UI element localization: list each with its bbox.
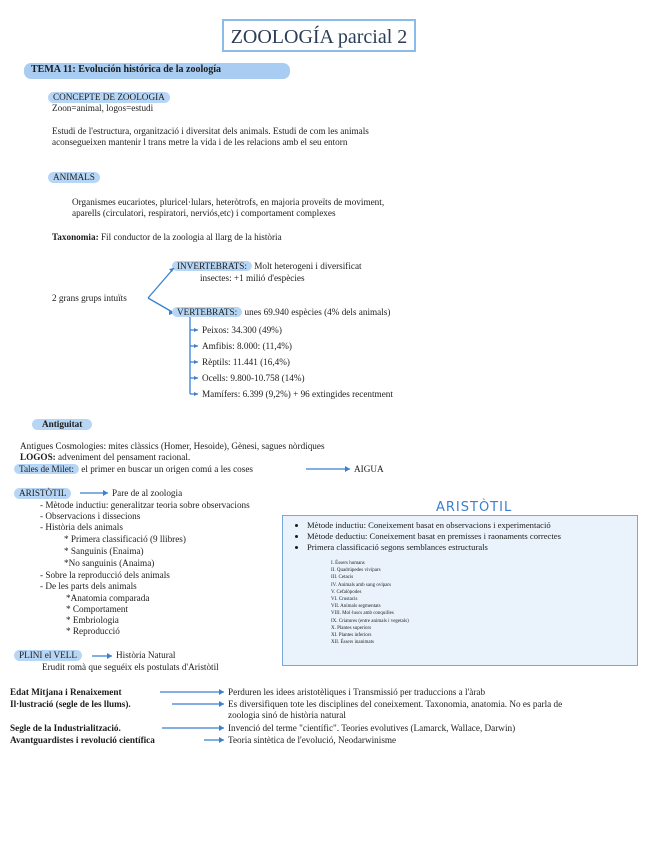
aristotil-item: * Reproducció — [66, 626, 120, 636]
aristotil-label: ARISTÒTIL — [14, 488, 71, 499]
classes-list — [331, 560, 409, 646]
invertebrats-sub: insectes: +1 milió d'espècies — [200, 273, 305, 283]
class-item: X. Plantes superiors — [331, 625, 372, 631]
concepte-line1: Zoon=animal, logos=estudi — [52, 103, 154, 113]
invertebrats-text: Molt heterogeni i diversificat — [251, 261, 362, 271]
vert-item: Peixos: 34.300 (49%) — [202, 325, 282, 335]
aristotil-item: - De les parts dels animals — [40, 581, 137, 591]
class-item: V. Cefalòpodes — [331, 589, 362, 595]
period-label: Avantguardistes i revolució científica — [10, 735, 155, 745]
logos-line — [20, 452, 190, 463]
period-text: Invenció del terme "científic". Teories evolutives (Lamarck, Wallace, Darwin) — [228, 723, 516, 733]
aristotil-item: * Comportament — [66, 604, 129, 614]
arrow-invertebrats — [148, 268, 174, 298]
box-item: • Mètode inductiu: Coneixement basat en observacions i experimentació — [307, 520, 637, 531]
animals-line2: aparells (circulatori, respiratori, nerviós,etc) i comportament complexes — [72, 208, 336, 218]
class-item: VI. Crustacis — [331, 597, 358, 603]
page-title: ZOOLOGÍA parcial 2 — [222, 19, 416, 52]
invertebrats-label: INVERTEBRATS: — [172, 261, 252, 271]
aristotil-item: * Embriologia — [66, 615, 119, 625]
box-item: • Primera classificació segons semblances estructurals — [307, 542, 637, 553]
aristotil-item: - Observacions i dissecions — [40, 511, 141, 521]
period-text: Teoria sintètica de l'evolució, Neodarwinisme — [228, 735, 397, 745]
vertebrats-label: VERTEBRATS: — [172, 307, 242, 317]
logos-text: adveniment del pensament racional. — [55, 452, 191, 462]
vertebrats-text: unes 69.940 espècies (4% dels animals) — [242, 307, 391, 317]
box-item: • Mètode deductiu: Coneixement basat en premisses i raonaments correctes — [307, 531, 637, 542]
class-item: XII. Éssers inanimats — [331, 640, 374, 646]
taxonomia-text: Fil conductor de la zoologia al llarg de la història — [98, 232, 282, 242]
plini-sub: Erudit romà que seguéix els postulats d'Aristòtil — [42, 662, 219, 672]
class-item: XI. Plantes inferiors — [331, 633, 372, 639]
tales-line — [14, 464, 253, 475]
aristotil-handwritten: ARISTÒTIL — [436, 500, 513, 515]
concepte-line2: Estudi de l'estructura, organització i diversitat dels animals. Estudi de com les animals — [52, 126, 369, 136]
concepte-heading: CONCEPTE DE ZOOLOGIA — [48, 92, 170, 103]
period-label: Il·lustració (segle de les llums). — [10, 699, 131, 709]
class-item: IV. Animals amb sang ovípars — [331, 582, 392, 588]
concepte-line3: aconsegueixen mantenir l trans metre la vida i de les relacions amb el seu entorn — [52, 137, 348, 147]
class-item: I. Éssers humans — [331, 561, 365, 566]
class-item: VIII. Mol·luscs amb conquilles — [331, 611, 394, 617]
plini-label: PLINI el VELL — [14, 650, 82, 661]
grups-label: 2 grans grups intuïts — [52, 293, 127, 303]
period-text: Perduren les idees aristotèliques i Transmissió per traduccions a l'àrab — [228, 687, 486, 697]
taxonomia-label: Taxonomia: — [52, 232, 99, 242]
class-item: VII. Animals segmentats — [331, 604, 381, 610]
aristotil-item: - Mètode inductiu: generalitzar teoria sobre observacions — [40, 500, 250, 510]
tales-label: Tales de Milet: — [14, 464, 79, 474]
vertebrats-line — [172, 307, 390, 318]
antiguitat-heading: Antiguitat — [32, 419, 92, 430]
antiguitat-line1: Antigues Cosmologies: mites clàssics (Homer, Hesoide), Gènesi, sagues nòrdiques — [20, 441, 325, 451]
animals-line1: Organismes eucariotes, pluricel·lulars, heteròtrofs, en majoria proveïts de moviment, — [72, 197, 385, 207]
aristotil-item: * Primera classificació (9 llibres) — [64, 534, 186, 544]
aristotil-box — [282, 515, 638, 666]
period-text: Es diversifiquen tote les disciplines del coneixement. Taxonomia, anatomia. No es parla de — [228, 699, 563, 709]
period-label: Edat Mitjana i Renaixement — [10, 687, 122, 697]
arrow-vertebrats — [148, 298, 174, 313]
aigua-label: AIGUA — [354, 464, 384, 474]
plini-text: Història Natural — [116, 650, 176, 660]
vert-item: Mamífers: 6.399 (9,2%) + 96 extingides recentment — [202, 389, 393, 399]
vert-item: Ocells: 9.800-10.758 (14%) — [202, 373, 305, 383]
aristotil-item: * Sanguinis (Enaima) — [64, 546, 144, 556]
aristotil-item: *Anatomia comparada — [66, 593, 150, 603]
period-label: Segle de la Industrialització. — [10, 723, 121, 733]
vert-item: Amfibis: 8.000: (11,4%) — [202, 341, 292, 351]
aristotil-pare: Pare de al zoologia — [112, 488, 183, 498]
tales-text: el primer en buscar un origen comú a les coses — [78, 464, 253, 474]
class-item: II. Quadrúpedes vivípars — [331, 568, 381, 574]
period-text-cont: zoologia sinó de història natural — [228, 710, 346, 720]
aristotil-item: - Sobre la reproducció dels animals — [40, 570, 170, 580]
aristotil-item: - Història dels animals — [40, 522, 123, 532]
period-arrows — [160, 692, 224, 740]
vert-item: Rèptils: 11.441 (16,4%) — [202, 357, 290, 367]
tema-heading: TEMA 11: Evolución histórica de la zoología — [24, 63, 290, 79]
class-item: IX. Criatures (entre animals i vegetals) — [331, 618, 409, 624]
aristotil-item: *No sanguinis (Anaima) — [64, 558, 155, 568]
animals-heading: ANIMALS — [48, 172, 100, 183]
class-item: III. Cetacis — [331, 575, 354, 581]
logos-label: LOGOS: — [20, 452, 56, 462]
